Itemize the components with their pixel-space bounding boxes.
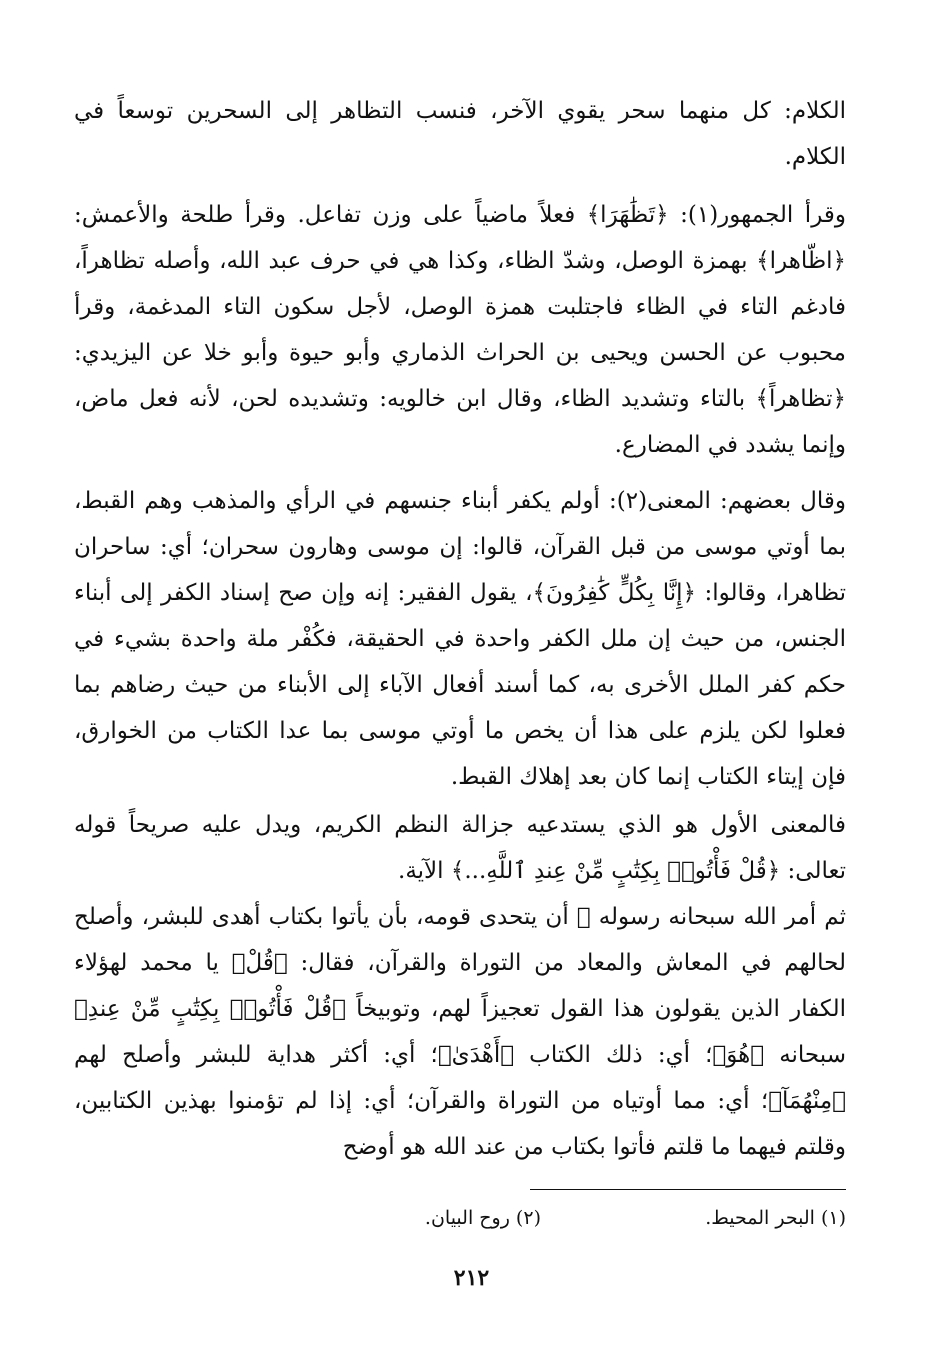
footnotes [286, 1203, 846, 1233]
page-number: ٢١٢ [453, 1265, 490, 1291]
paragraph-1: الكلام: كل منهما سحر يقوي الآخر، فنسب التظاهر إلى السحرين توسعاً في الكلام. [74, 98, 846, 170]
paragraph-5: ثم أمر الله سبحانه رسوله ﷺ أن يتحدى قومه، بأن يأتوا بكتاب أهدى للبشر، وأصلح لحالهم في المعاش والمعاد من التوراة والقرآن، فقال: ﴿قُلْ﴾ يا محمد لهؤلاء الكفار الذين يقولون هذا القول تعجيزاً لهم، وتوبيخاً ﴿قُلْ فَأْتُوا۟ بِكِتَٰبٍ مِّنْ عِندِ﴾ سبحانه ﴿هُوَ﴾؛ أي: ذلك الكتاب ﴿أَهْدَىٰ﴾؛ أي: أكثر هداية للبشر وأصلح لهم ﴿مِنْهُمَآ﴾؛ أي: مما أوتياه من التوراة والقرآن؛ أي: إذا لم تؤمنوا بهذين الكتابين، وقلتم فيهما ما قلتم فأتوا بكتاب من عند الله هو أوضح [74, 904, 846, 1160]
paragraph-3: وقال بعضهم: المعنى(٢): أولم يكفر أبناء جنسهم في الرأي والمذهب وهم القبط، بما أوتي موسى من قبل القرآن، قالوا: إن موسى وهارون سحران؛ أي: ساحران تظاهرا، وقالوا: ﴿إِنَّا بِكُلٍّ كَٰفِرُونَ﴾، يقول الفقير: إنه وإن صح إسناد الكفر إلى أبناء الجنس، من حيث إن ملل الكفر واحدة في الحقيقة، فكُفْر ملة واحدة بشيء في حكم كفر الملل الأخرى به، كما أسند أفعال الآباء إلى الأبناء من حيث رضاهم بما فعلوا لكن يلزم على هذا أن يخص ما أوتي موسى بما عدا الكتاب من الخوارق، فإن إيتاء الكتاب إنما كان بعد إهلاك القبط. [74, 488, 846, 790]
footnote-2: (٢) روح البيان. [424, 1207, 541, 1229]
paragraph-2: وقرأ الجمهور(١): ﴿تَظَٰهَرَا﴾ فعلاً ماضياً على وزن تفاعل. وقرأ طلحة والأعمش: ﴿اظّاهرا﴾ بهمزة الوصل، وشدّ الظاء، وكذا هي في حرف عبد الله، وأصله تظاهراً، فادغم التاء في الظاء فاجتلبت همزة الوصل، لأجل سكون التاء المدغمة، وقرأ محبوب عن الحسن ويحيى بن الحراث الذماري وأبو حيوة وأبو خلا عن اليزيدي: ﴿تظاهراً﴾ بالتاء وتشديد الظاء، وقال ابن خالويه: وتشديده لحن، لأنه فعل ماض، وإنما يشدد في المضارع. [74, 202, 846, 458]
footnote-divider [530, 1189, 846, 1190]
footnote-1: (١) البحر المحيط. [705, 1207, 846, 1229]
paragraph-4: فالمعنى الأول هو الذي يستدعيه جزالة النظم الكريم، ويدل عليه صريحاً قوله تعالى: ﴿قُلْ فَأْتُوا۟ بِكِتَٰبٍ مِّنْ عِندِ ٱللَّهِ...﴾ الآية. [74, 812, 846, 884]
